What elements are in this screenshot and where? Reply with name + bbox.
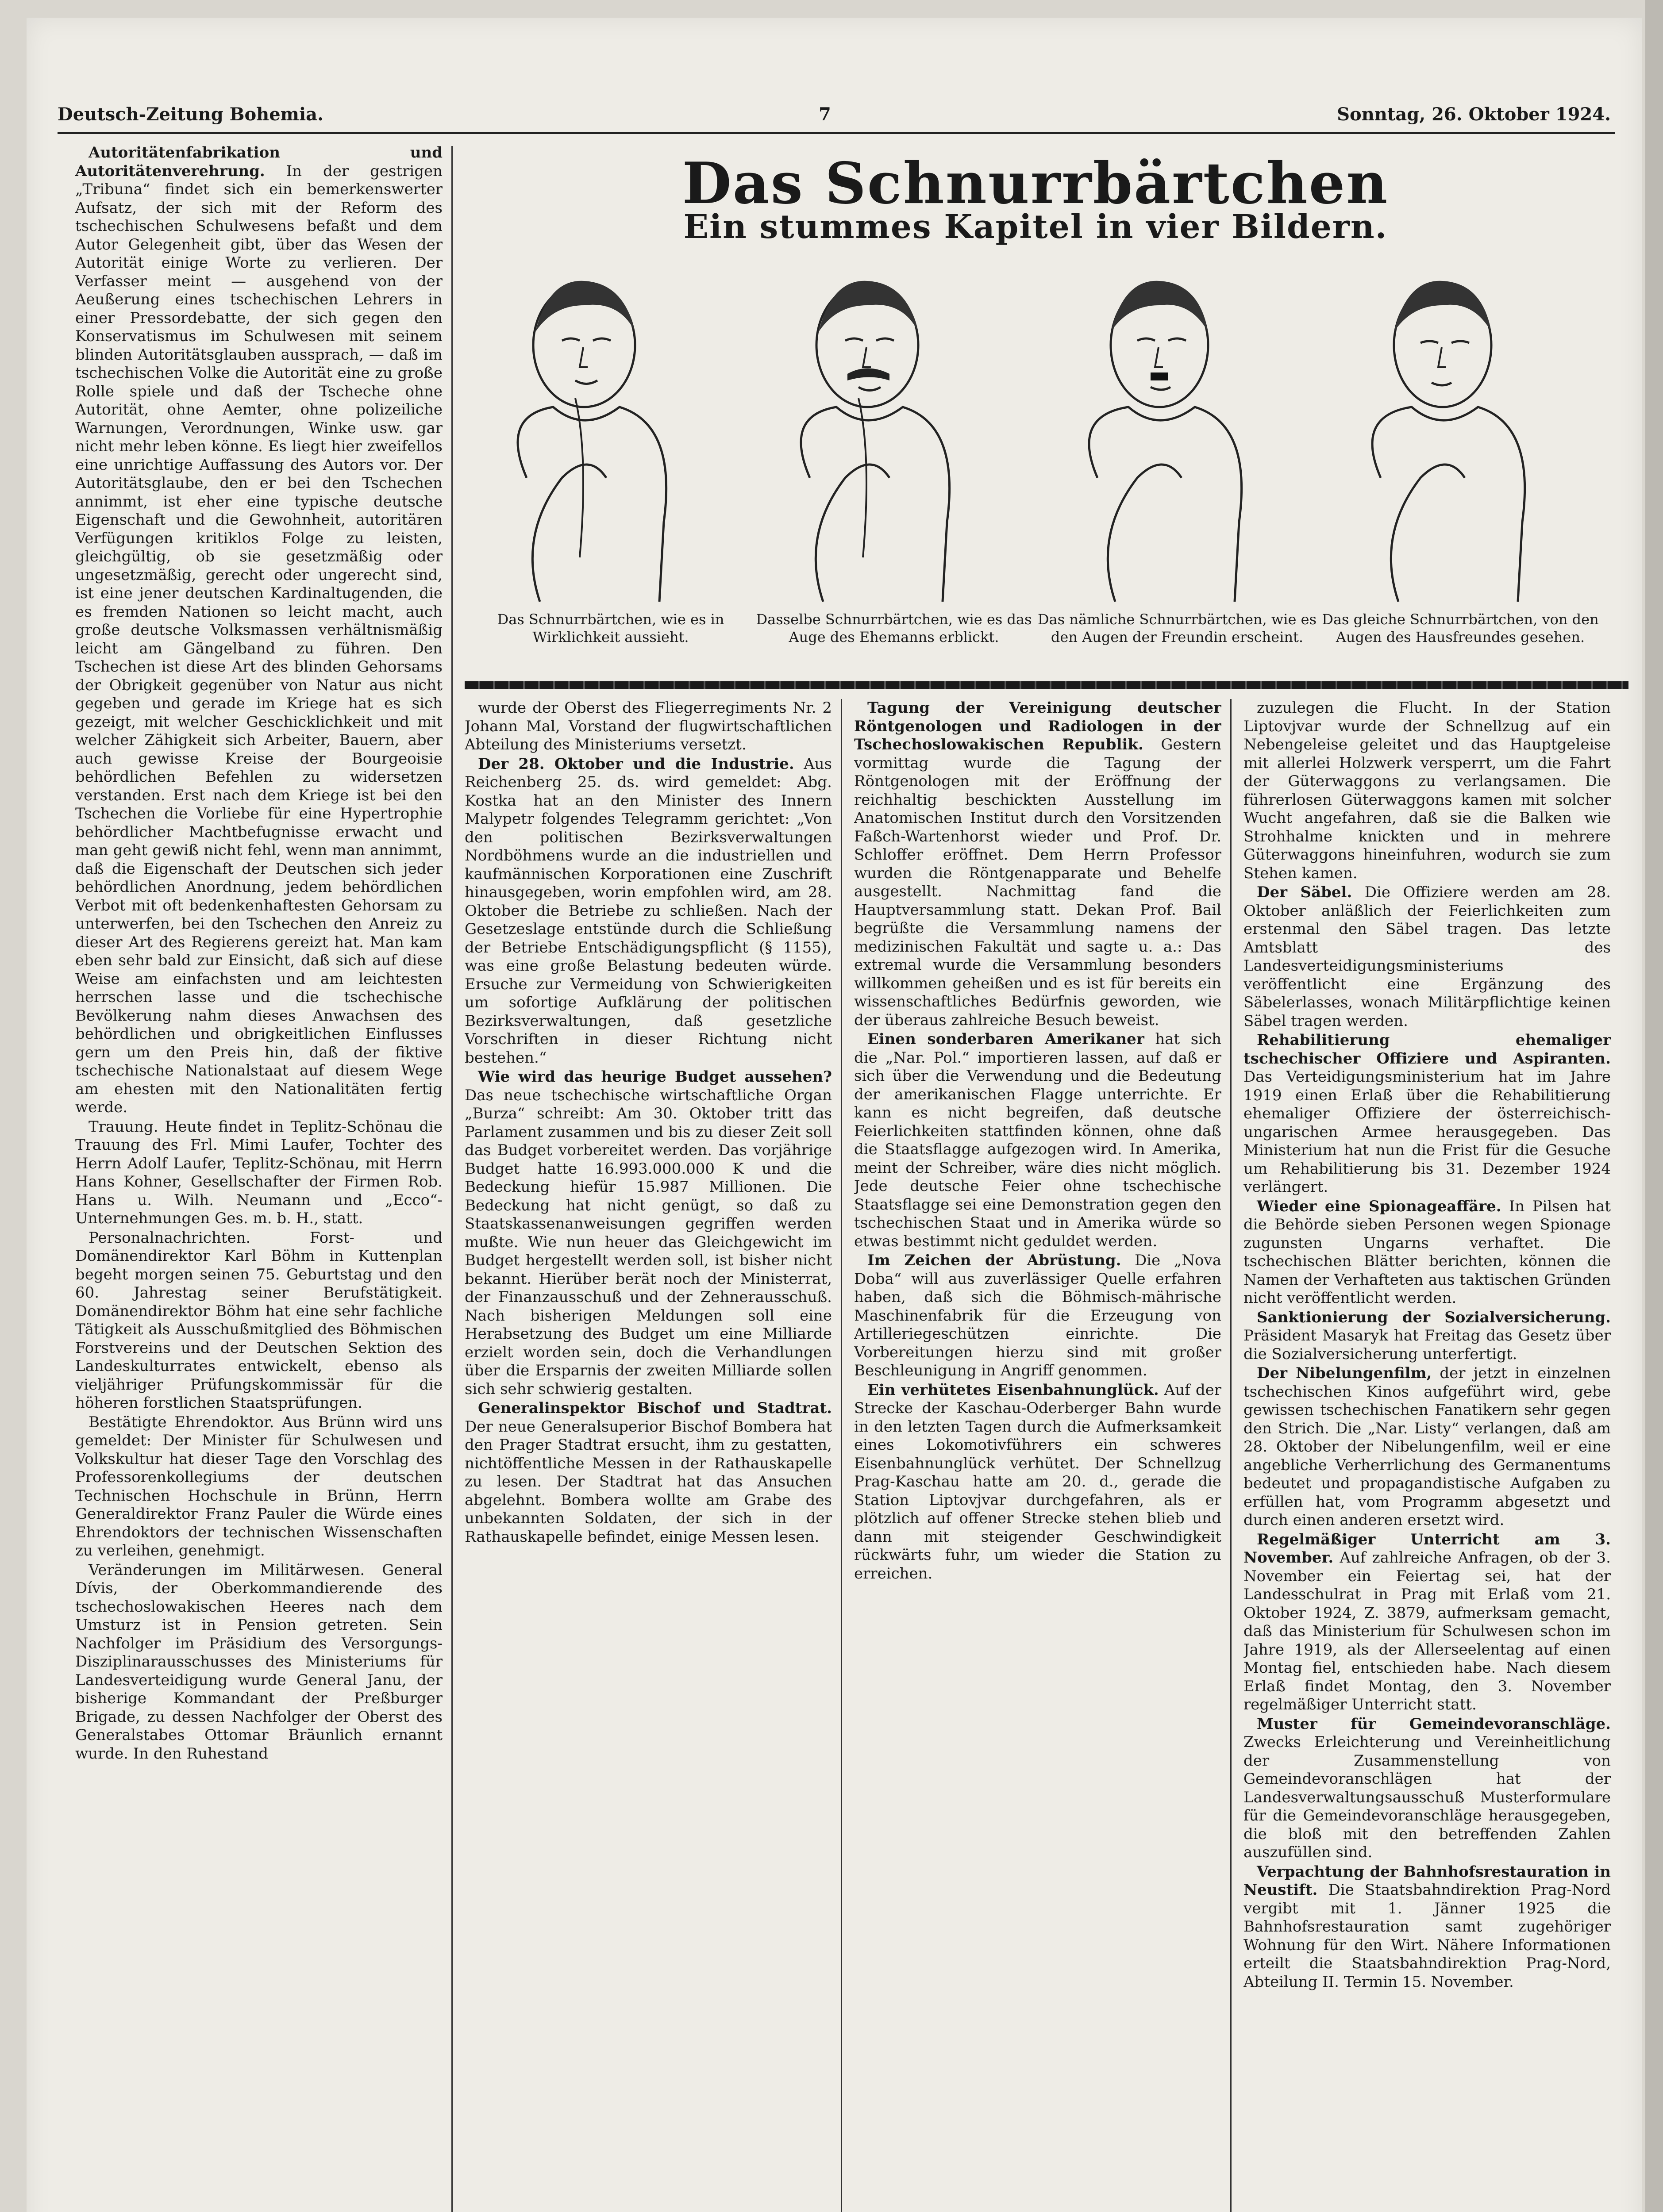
- article-text: zuzulegen die Flucht. In der Station Liptovjvar wurde der Schnellzug auf ein Nebengeleise geleitet und das Hauptgeleise mit allerlei Holzwerk versperrt, um die Fahrt der Güterwaggons zu verlangsamen. Die führerlosen Güterwaggons kamen mit solcher Wucht angefahren, daß sie die Balken wie Strohhalme knickten und in mehrere Güterwaggons hineinfuhren, wodurch sie zum Stehen kamen.: [1243, 699, 1611, 882]
- headline: Wieder eine Spionageaffäre.: [1257, 1197, 1501, 1215]
- issue-date: Sonntag, 26. Oktober 1924.: [1337, 104, 1611, 125]
- headline: Verpachtung der Bahnhofsrestauration in Neustift.: [1243, 1863, 1611, 1899]
- headline: Rehabilitierung ehemaliger tschechischer Offiziere und Aspiranten.: [1243, 1031, 1611, 1068]
- sketch-figure-4: [1323, 248, 1598, 611]
- article-text: hat sich die „Nar. Pol.“ importieren lassen, auf daß er sich über die Verwendung und die Bedeutung der amerikanischen Flagge unterrichte. Er kann es nicht begreifen, daß deutsche Feierlichkeiten stattfinden können, ohne daß die Staatsflagge aufgezogen wird. In Amerika, meint der Schreiber, wäre dies nicht möglich. Jede deutsche Feier ohne tschechische Staatsflagge sei eine Demonstration gegen den tschechischen Staat und in Amerika würde so etwas bestimmt nicht geduldet werden.: [854, 1030, 1221, 1250]
- column-2: [465, 699, 832, 2212]
- headline: Autoritätenfabrikation und Autoritätenverehrung.: [75, 144, 443, 180]
- article-text: Aus Reichenberg 25. ds. wird gemeldet: Abg. Kostka hat an den Minister des Innern Malypetr folgendes Telegramm gerichtet: „Von den politischen Bezirksverwaltungen Nordböhmens wurde an die industriellen und kaufmännischen Korporationen eine Zuschrift hinausgegeben, worin empfohlen wird, am 28. Oktober die Betriebe zu schließen. Nach der Gesetzeslage entstünde durch die Schließung der Betriebe Entschädigungspflicht (§ 1155), was eine große Belastung bedeuten würde. Ersuche zur Vermeidung von Schwierigkeiten um sofortige Aufklärung der politischen Bezirksverwaltungen, daß gesetzliche Vorschriften in dieser Richtung nicht bestehen.“: [465, 755, 832, 1067]
- caption-3: Das nämliche Schnurrbärtchen, wie es den Augen der Freundin erscheint.: [1038, 611, 1317, 645]
- headline: Im Zeichen der Abrüstung.: [867, 1252, 1121, 1269]
- feature-title: Das Schnurrbärtchen: [682, 150, 1389, 217]
- headline: Sanktionierung der Sozialversicherung.: [1257, 1308, 1611, 1326]
- article-text: Veränderungen im Militärwesen. General Dívis, der Oberkommandierende des tschechoslowakischen Heeres nach dem Umsturz ist in Pension getreten. Sein Nachfolger im Präsidium des Versorgungs-Disziplinarausschusses des Ministeriums für Landesverteidigung wurde General Janu, der bisherige Kommandant der Preßburger Brigade, zu dessen Nachfolger der Oberst des Generalstabes Ottomar Bräunlich ernannt wurde. In den Ruhestand: [75, 1561, 443, 1763]
- article-text: Gestern vormittag wurde die Tagung der Röntgenologen mit der Eröffnung der reichhaltig beschickten Ausstellung im Anatomischen Institut durch den Vorsitzenden Faßch-Wartenhorst wieder und Prof. Dr. Schloffer eröffnet. Dem Herrn Professor wurden die Röntgenapparate und Behelfe ausgestellt. Nachmittag fand die Hauptversammlung statt. Dekan Prof. Bail begrüßte die Versammlung namens der medizinischen Fakultät und sagte u. a.: Das extremal wurde die Versammlung besonders willkommen geheißen und es ist für bereits ein wissenschaftliches Bedürfnis geworden, wie der überaus zahlreiche Besuch beweist.: [854, 736, 1221, 1029]
- column-1: [75, 144, 443, 2212]
- column-3: [854, 699, 1221, 2212]
- article-text: Die Offiziere werden am 28. Oktober anläßlich der Feierlichkeiten zum erstenmal den Säbel tragen. Das letzte Amtsblatt des Landesverteidigungsministeriums veröffentlicht eine Ergänzung des Säbelerlasses, wonach Militärpflichtige keinen Säbel tragen werden.: [1243, 883, 1611, 1030]
- article-text: wurde der Oberst des Fliegerregiments Nr. 2 Johann Mal, Vorstand der flugwirtschaftlichen Abteilung des Ministeriums versetzt.: [465, 699, 832, 753]
- article-text: Das Verteidigungsministerium hat im Jahre 1919 einen Erlaß über die Rehabilitierung ehemaliger Offiziere der österreichisch-ungarischen Armee herausgegeben. Das Ministerium hat nun die Frist für die Gesuche um Rehabilitierung bis 31. Dezember 1924 verlängert.: [1243, 1068, 1611, 1196]
- article-text: Die „Nova Doba“ will aus zuverlässiger Quelle erfahren haben, daß sich die Böhmisch-mährische Maschinenfabrik für die Erzeugung von Artilleriegeschützen einrichte. Die Vorbereitungen hierzu sind mit großer Beschleunigung in Angriff genommen.: [854, 1252, 1221, 1379]
- article-text: der jetzt in einzelnen tschechischen Kinos aufgeführt wird, gebe gewissen tschechischen Fanatikern sehr gegen den Strich. Die „Nar. Listy“ verlangen, daß am 28. Oktober der Nibelungenfilm, weil er eine angebliche Verherrlichung des Germanentums bedeutet und propagandistische Aufgaben zu erfüllen hat, vom Programm abgesetzt und durch einen anderen ersetzt wird.: [1243, 1364, 1611, 1529]
- headline: Der Säbel.: [1257, 883, 1352, 901]
- column-divider: [1230, 699, 1232, 2212]
- sketch-figure-1: [473, 248, 748, 611]
- article-text: Die Staatsbahndirektion Prag-Nord vergibt mit 1. Jänner 1925 die Bahnhofsrestauration samt zugehöriger Wohnung für den Wirt. Nähere Informationen erteilt die Staatsbahndirektion Prag-Nord, Abteilung II. Termin 15. November.: [1243, 1881, 1611, 1991]
- article-text: In Pilsen hat die Behörde sieben Personen wegen Spionage zugunsten Ungarns verhaftet. Die tschechischen Blätter berichten, können die Namen der Verhafteten aus taktischen Gründen nicht veröffentlicht werden.: [1243, 1197, 1611, 1307]
- headline: Wie wird das heurige Budget aussehen?: [478, 1068, 832, 1086]
- headline: Ein verhütetes Eisenbahnunglück.: [867, 1381, 1159, 1399]
- column-divider: [841, 699, 842, 2212]
- headline: Generalinspektor Bischof und Stadtrat.: [478, 1399, 832, 1417]
- article-text: Bestätigte Ehrendoktor. Aus Brünn wird uns gemeldet: Der Minister für Schulwesen und Volkskultur hat dieser Tage den Vorschlag des Professorenkollegiums der deutschen Technischen Hochschule in Brünn, Herrn Generaldirektor Franz Pauler die Würde eines Ehrendoktors der technischen Wissenschaften zu verleihen, genehmigt.: [75, 1413, 443, 1559]
- article-text: Trauung. Heute findet in Teplitz-Schönau die Trauung des Frl. Mimi Laufer, Tochter des Herrn Adolf Laufer, Teplitz-Schönau, mit Herrn Hans Kohner, Gesellschafter der Firmen Rob. Hans u. Wilh. Neumann und „Ecco“-Unternehmungen Ges. m. b. H., statt.: [75, 1118, 443, 1227]
- newspaper-page: [27, 18, 1642, 2212]
- headline: Einen sonderbaren Amerikaner: [867, 1030, 1144, 1048]
- caption-2: Dasselbe Schnurrbärtchen, wie es das Auge des Ehemanns erblickt.: [756, 611, 1032, 645]
- column-divider: [451, 146, 453, 2212]
- masthead-left: Deutsch-Zeitung Bohemia.: [58, 104, 324, 125]
- article-text: In der gestrigen „Tribuna“ findet sich ein bemerkenswerter Aufsatz, der sich mit der Reform des tschechischen Schulwesens befaßt und dem Autor Gelegenheit gibt, über das Wesen der Autorität einige Worte zu verlieren. Der Verfasser meint — ausgehend von der Aeußerung eines tschechischen Lehrers in einer Pressordebatte, der sich gegen den Konservatismus im Schulwesen mit seinem blinden Autoritätsglauben aussprach, — daß im tschechischen Volke die Autorität eine zu große Rolle spiele und daß der Tscheche ohne Autorität, ohne Aemter, ohne polizeiliche Warnungen, Verordnungen, Winke usw. gar nicht mehr leben könne. Es liegt hier zweifellos eine unrichtige Auffassung des Autors vor. Der Autoritätsglaube, den er bei den Tschechen annimmt, ist eher eine typische deutsche Eigenschaft und die Gewohnheit, autoritären Verfügungen kritiklos Folge zu leisten, gleichgültig, ob sie gesetzmäßig oder ungesetzmäßig, gerecht oder ungerecht sind, ist eine jener deutschen Kardinaltugenden, die es fremden Nationen so leicht macht, auch große deutsche Volksmassen verhältnismäßig leicht am Gängelband zu führen. Den Tschechen ist diese Art des blinden Gehorsams der Obrigkeit gegenüber von Natur aus nicht gegeben und gerade im Kriege hat es sich gezeigt, mit welcher Geschicklichkeit und mit welcher Zähigkeit sich Arbeiter, Bauern, aber auch gewisse Kreise der Bourgeoisie behördlichen Befehlen zu widersetzen verstanden. Erst nach dem Kriege ist bei den Tschechen die Vorliebe für eine Hypertrophie behördlicher Machtbefugnisse erwacht und man geht gewiß nicht fehl, wenn man annimmt, daß die Eigenschaft der Deutschen sich jeder behördlichen Anordnung, jedem behördlichen Verbot mit oft bedenkenhaftesten Gehorsam zu unterwerfen, bei den Tschechen den Anreiz zu dieser Art des Regierens gereizt hat. Man kam eben sehr bald zur Einsicht, daß sich auf diese Weise am einfachsten und am leichtesten herrschen lasse und die tschechische Bevölkerung nahm dieses Anwachsen des behördlichen und obrigkeitlichen Einflusses gern um den Preis hin, daß der fiktive tschechische Nationalstaat auf diesem Wege am ehesten mit den Nationalitäten fertig werde.: [75, 162, 443, 1116]
- article-text: Präsident Masaryk hat Freitag das Gesetz über die Sozialversicherung unterfertigt.: [1243, 1327, 1611, 1363]
- feature-subtitle: Ein stummes Kapitel in vier Bildern.: [683, 208, 1388, 246]
- headline: Regelmäßiger Unterricht am 3. November.: [1243, 1530, 1611, 1567]
- article-text: Zwecks Erleichterung und Vereinheitlichung der Zusammenstellung von Gemeindevoranschlägen hat der Landesverwaltungsausschuß Musterformulare für die Gemeindevoranschläge herausgegeben, die bloß mit den betreffenden Zahlen auszufüllen sind.: [1243, 1733, 1611, 1861]
- page-number: 7: [819, 104, 831, 125]
- article-text: Auf der Strecke der Kaschau-Oderberger Bahn wurde in den letzten Tagen durch die Aufmerksamkeit eines Lokomotivführers ein schweres Eisenbahnunglück verhütet. Der Schnellzug Prag-Kaschau hatte am 20. d., gerade die Station Liptovjvar durchgefahren, als er plötzlich auf offener Strecke stehen blieb und dann mit steigender Geschwindigkeit rückwärts fuhr, um wieder die Station zu erreichen.: [854, 1381, 1221, 1582]
- article-text: Personalnachrichten. Forst- und Domänendirektor Karl Böhm in Kuttenplan begeht morgen seinen 75. Geburtstag und den 60. Jahrestag seiner Berufstätigkeit. Domänendirektor Böhm hat eine sehr fachliche Tätigkeit als Ausschußmitglied des Böhmischen Forstvereins und der Deutschen Sektion des Landeskulturrates entwickelt, ebenso als vieljähriger Prüfungskommissär für die höheren forstlichen Staatsprüfungen.: [75, 1229, 443, 1412]
- headline: Der 28. Oktober und die Industrie.: [478, 755, 794, 773]
- scan-edge: [1645, 0, 1663, 2212]
- article-text: Auf zahlreiche Anfragen, ob der 3. November ein Feiertag sei, hat der Landesschulrat in Prag mit Erlaß vom 21. Oktober 1924, Z. 3879, aufmerksam gemacht, daß das Ministerium für Schulwesen schon im Jahre 1919, als der Allerseelentag auf einen Montag fiel, entschieden habe. Nach diesem Erlaß findet Montag, den 3. November regelmäßiger Unterricht statt.: [1243, 1549, 1611, 1713]
- headline: Der Nibelungenfilm,: [1257, 1364, 1432, 1382]
- column-4: [1243, 699, 1611, 2212]
- sketch-figure-2: [757, 248, 1031, 611]
- section-rule: [465, 681, 1628, 689]
- caption-4: Das gleiche Schnurrbärtchen, von den Augen des Hausfreundes gesehen.: [1322, 611, 1599, 645]
- caption-1: Das Schnurrbärtchen, wie es in Wirklichkeit aussieht.: [497, 611, 724, 645]
- header-rule: [58, 132, 1615, 134]
- headline: Muster für Gemeindevoranschläge.: [1257, 1715, 1611, 1733]
- article-text: Das neue tschechische wirtschaftliche Organ „Burza“ schreibt: Am 30. Oktober tritt das Parlament zusammen und bis zu dieser Zeit soll das Budget vorbereitet werden. Das vorjährige Budget hatte 16.993.000.000 K und die Bedeckung hiefür 15.987 Millionen. Die Bedeckung hat nicht genügt, so daß zu Staatskassenanweisungen gegriffen werden mußte. Wie nun heuer das Gleichgewicht im Budget hergestellt werden soll, ist bisher nicht bekannt. Hierüber berät noch der Ministerrat, der Finanzausschuß und der Zehnerausschuß. Nach bisherigen Meldungen soll eine Herabsetzung des Budget um eine Milliarde erzielt worden sein, doch die Verhandlungen über die Ersparnis der zweiten Milliarde sollen sich sehr schwierig gestalten.: [465, 1086, 832, 1398]
- sketch-figure-3: [1040, 248, 1314, 611]
- headline: Tagung der Vereinigung deutscher Röntgenologen und Radiologen in der Tschechoslowakischen Republik.: [854, 699, 1221, 753]
- article-text: Der neue Generalsuperior Bischof Bombera hat den Prager Stadtrat ersucht, ihm zu gestatten, nichtöffentliche Messen in der Rathauskapelle zu lesen. Der Stadtrat hat das Ansuchen abgelehnt. Bombera wollte am Grabe des unbekannten Soldaten, der sich in der Rathauskapelle befindet, einige Messen lesen.: [465, 1417, 832, 1546]
